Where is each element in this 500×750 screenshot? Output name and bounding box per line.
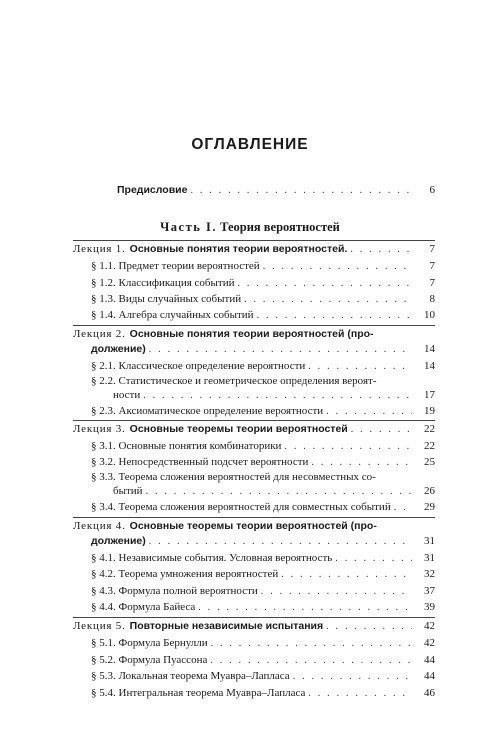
toc-entry-section-cont — [113, 388, 435, 403]
toc-entry-section — [91, 500, 435, 515]
leader-dots — [308, 687, 412, 701]
section-title: Формула Байеса — [118, 601, 196, 613]
part-prefix: Часть I. — [160, 220, 217, 234]
leader-dots — [351, 423, 412, 437]
divider-rule — [73, 617, 435, 618]
toc-entry-section — [91, 404, 435, 419]
page-number: 22 — [424, 423, 435, 435]
preface-label: Предисловие — [117, 184, 188, 196]
toc-entry-section-multiline — [91, 470, 376, 484]
section-title-line-2: бытий — [113, 485, 143, 497]
page-number: 8 — [429, 293, 435, 305]
section-number: § 4.1. — [91, 552, 116, 564]
lecture-title-line-1: Основные теоремы теории вероятностей (про- — [129, 520, 377, 532]
leader-dots — [308, 360, 412, 374]
section-number: § 5.3. — [91, 670, 116, 682]
leader-dots — [326, 405, 412, 419]
page-number: 42 — [424, 620, 435, 632]
page-number: 22 — [424, 440, 435, 452]
page-number: 29 — [424, 501, 435, 513]
toc-entry-section — [91, 636, 435, 651]
lecture-prefix: Лекция 4. — [73, 520, 126, 532]
section-title: Формула полной вероятности — [118, 585, 258, 597]
lecture-prefix: Лекция 5. — [73, 620, 126, 632]
section-title-line-1: Теорема сложения вероятностей для несовместных со- — [118, 471, 376, 483]
section-number: § 2.2. — [91, 375, 116, 387]
leader-dots — [146, 485, 412, 499]
section-title: Интегральная теорема Муавра–Лапласа — [118, 687, 306, 699]
page-number: 7 — [429, 260, 435, 272]
toc-entry-section — [91, 600, 435, 615]
leader-dots — [326, 620, 412, 634]
page-number: 44 — [424, 670, 435, 682]
leader-dots — [350, 243, 412, 257]
lecture-title: Повторные независимые испытания — [129, 620, 324, 632]
toc-entry-section-multiline — [91, 374, 376, 388]
divider-rule — [73, 420, 435, 421]
leader-dots — [394, 501, 412, 515]
section-number: § 1.3. — [91, 293, 116, 305]
section-number: § 4.2. — [91, 568, 116, 580]
page-number: 26 — [424, 485, 435, 497]
part-heading — [0, 220, 500, 235]
section-number: § 1.1. — [91, 260, 116, 272]
section-number: § 4.3. — [91, 585, 116, 597]
toc-entry-section — [91, 669, 435, 684]
leader-dots — [149, 343, 412, 357]
divider-rule — [73, 517, 435, 518]
page-number: 39 — [424, 601, 435, 613]
section-title: Аксиоматическое определение вероятности — [118, 405, 324, 417]
page-number: 42 — [424, 637, 435, 649]
section-number: § 4.4. — [91, 601, 116, 613]
page-number: 25 — [424, 456, 435, 468]
leader-dots — [198, 601, 412, 615]
page-number: 7 — [429, 243, 435, 255]
section-number: § 3.1. — [91, 440, 116, 452]
toc-entry-section — [91, 584, 435, 599]
lecture-title-line-1: Основные понятия теории вероятностей (про- — [129, 328, 374, 340]
leader-dots — [335, 552, 412, 566]
toc-entry-section — [91, 259, 435, 274]
toc-entry-lecture-4-cont — [91, 534, 435, 549]
leader-dots — [257, 309, 412, 323]
section-number: § 5.2. — [91, 654, 116, 666]
section-number: § 1.4. — [91, 309, 116, 321]
leader-dots — [284, 440, 412, 454]
section-title: Основные понятия комбинаторики — [118, 440, 282, 452]
page-number: 32 — [424, 568, 435, 580]
page-number: 17 — [424, 389, 435, 401]
section-number: § 2.1. — [91, 360, 116, 372]
section-title: Независимые события. Условная вероятность — [118, 552, 333, 564]
divider-rule — [73, 325, 435, 326]
toc-title: ОГЛАВЛЕНИЕ — [191, 136, 309, 153]
toc-entry-section — [91, 292, 435, 307]
leader-dots — [244, 293, 412, 307]
toc-entry-section — [91, 359, 435, 374]
page-number: 19 — [424, 405, 435, 417]
page-number: 14 — [424, 343, 435, 355]
section-number: § 3.3. — [91, 471, 116, 483]
section-title: Непосредственный подсчет вероятности — [118, 456, 309, 468]
leader-dots — [210, 654, 412, 668]
section-title: Предмет теории вероятностей — [118, 260, 260, 272]
leader-dots — [149, 535, 412, 549]
toc-entry-lecture-2 — [73, 327, 374, 341]
section-title: Виды случайных событий — [118, 293, 242, 305]
leader-dots — [211, 637, 412, 651]
leader-dots — [143, 389, 412, 403]
section-number: § 3.2. — [91, 456, 116, 468]
toc-entry-section — [91, 551, 435, 566]
leader-dots — [281, 568, 412, 582]
section-title: Алгебра случайных событий — [118, 309, 254, 321]
lecture-title-line-2: должение) — [91, 343, 146, 355]
leader-dots — [293, 670, 412, 684]
section-title-line-1: Статистическое и геометрическое определения вероят- — [118, 375, 377, 387]
toc-entry-section — [91, 455, 435, 470]
page-number: 14 — [424, 360, 435, 372]
toc-entry-lecture-3 — [73, 422, 435, 437]
section-number: § 1.2. — [91, 277, 116, 289]
section-title: Классическое определение вероятности — [118, 360, 306, 372]
divider-rule — [73, 240, 435, 241]
toc-entry-section-cont — [113, 484, 435, 499]
toc-entry-section — [91, 686, 435, 701]
lecture-title: Основные понятия теории вероятностей. — [129, 243, 348, 255]
section-title: Формула Пуассона — [118, 654, 208, 666]
section-number: § 2.3. — [91, 405, 116, 417]
section-title-line-2: ности — [113, 389, 141, 401]
part-title: Теория вероятностей — [220, 220, 340, 234]
page-number: 46 — [424, 687, 435, 699]
section-title: Теорема сложения вероятностей для совместных событий — [118, 501, 391, 513]
toc-entry-section — [91, 567, 435, 582]
leader-dots — [190, 184, 412, 198]
section-number: § 3.4. — [91, 501, 116, 513]
section-title: Теорема умножения вероятностей — [118, 568, 279, 580]
page-number: 31 — [424, 535, 435, 547]
section-title: Локальная теорема Муавра–Лапласа — [118, 670, 290, 682]
page-number: 6 — [429, 184, 435, 196]
toc-entry-section — [91, 439, 435, 454]
leader-dots — [263, 260, 412, 274]
toc-entry-section — [91, 308, 435, 323]
page-number: 44 — [424, 654, 435, 666]
page-number: 7 — [429, 277, 435, 289]
lecture-title: Основные теоремы теории вероятностей — [129, 423, 348, 435]
toc-entry-lecture-4 — [73, 519, 377, 533]
toc-entry-section — [91, 653, 435, 668]
page-number: 37 — [424, 585, 435, 597]
leader-dots — [261, 585, 412, 599]
toc-entry-preface — [117, 183, 435, 198]
page-number: 31 — [424, 552, 435, 564]
lecture-title-line-2: должение) — [91, 535, 146, 547]
section-title: Формула Бернулли — [118, 637, 208, 649]
page-number: 10 — [424, 309, 435, 321]
lecture-prefix: Лекция 1. — [73, 243, 126, 255]
section-number: § 5.4. — [91, 687, 116, 699]
lecture-prefix: Лекция 2. — [73, 328, 126, 340]
toc-entry-lecture-5 — [73, 619, 435, 634]
leader-dots — [237, 277, 412, 291]
toc-entry-lecture-2-cont — [91, 342, 435, 357]
lecture-prefix: Лекция 3. — [73, 423, 126, 435]
leader-dots — [311, 456, 412, 470]
toc-entry-section — [91, 276, 435, 291]
section-number: § 5.1. — [91, 637, 116, 649]
toc-entry-lecture-1 — [73, 242, 435, 257]
section-title: Классификация событий — [118, 277, 235, 289]
